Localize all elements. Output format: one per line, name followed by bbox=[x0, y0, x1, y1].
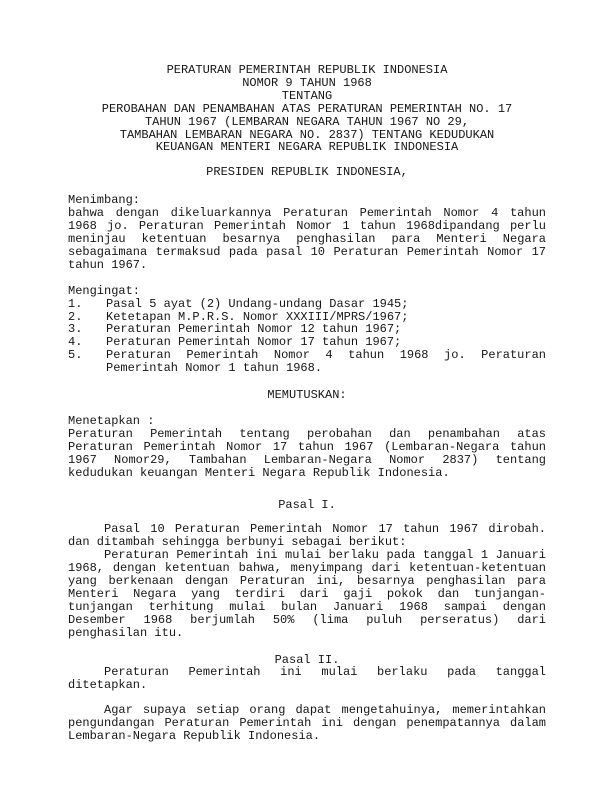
mengingat-label: Mengingat: bbox=[68, 283, 141, 298]
menimbang-section bbox=[68, 194, 546, 271]
pasal-1-paragraph-1: Pasal 10 Peraturan Pemerintah Nomor 17 tahun 1967 dirobah. dan ditambah sehingga berbunyi sebagai berikut: bbox=[68, 522, 546, 550]
title-line: TENTANG bbox=[281, 88, 333, 103]
pasal-2-heading: Pasal II. bbox=[274, 652, 340, 667]
pasal-1-paragraph-2: Peraturan Pemerintah ini mulai berlaku pada tanggal 1 Januari 1968, dengan ketentuan bahwa, menyimpang dari ketentuan-ketentuan yang berkenaan dengan Peraturan ini, besarnya penghasilan para Menteri Negara yang terdiri dari gaji pokok dan tunjangan-tunjangan terhitung mulai bulan Januari 1968 sampai dengan Desember 1968 berjumlah 50% (lima puluh perseratus) dari penghasilan itu. bbox=[68, 548, 546, 640]
mengingat-section bbox=[68, 285, 546, 375]
mengingat-item-number: 5. bbox=[68, 348, 83, 363]
title-line: KEUANGAN MENTERI NEGARA REPUBLIK INDONESIA bbox=[155, 140, 459, 155]
mengingat-item-number: 4. bbox=[68, 335, 83, 350]
menimbang-label: Menimbang: bbox=[68, 193, 141, 208]
mengingat-item-number: 3. bbox=[68, 322, 83, 337]
memutuskan-heading: MEMUTUSKAN: bbox=[267, 388, 347, 403]
title-line: NOMOR 9 TAHUN 1968 bbox=[242, 75, 372, 90]
title-line: PEROBAHAN DAN PENAMBAHAN ATAS PERATURAN PEMERINTAH NO. 17 bbox=[101, 101, 513, 116]
title-line: TAHUN 1967 (LEMBARAN NEGARA TAHUN 1967 NO 29, bbox=[144, 114, 470, 129]
mengingat-item-text: Peraturan Pemerintah Nomor 17 tahun 1967; bbox=[106, 335, 402, 350]
menetapkan-label: Menetapkan : bbox=[68, 413, 155, 428]
presiden-line: PRESIDEN REPUBLIK INDONESIA, bbox=[206, 165, 408, 180]
mengingat-item-text: Peraturan Pemerintah Nomor 12 tahun 1967; bbox=[106, 322, 402, 337]
title-line: TAMBAHAN LEMBARAN NEGARA NO. 2837) TENTANG KEDUDUKAN bbox=[119, 127, 495, 142]
document-title-block bbox=[68, 64, 546, 154]
pasal-2-body: Peraturan Pemerintah ini mulai berlaku pada tanggal ditetapkan. bbox=[68, 665, 546, 693]
pasal-1-heading: Pasal I. bbox=[278, 498, 336, 513]
mengingat-item-number: 2. bbox=[68, 309, 83, 324]
mengingat-item-number: 1. bbox=[68, 296, 83, 311]
closing-paragraph: Agar supaya setiap orang dapat mengetahuinya, memerintahkan pengundangan Peraturan Pemerintah ini dengan penempatannya dalam Lembaran-Negara Republik Indonesia. bbox=[68, 703, 546, 744]
menetapkan-body: Peraturan Pemerintah tentang perobahan dan penambahan atas Peraturan Pemerintah Nomor 17 tahun 1967 (Lembaran-Negara tahun 1967 Nomor29, Tambahan Lembaran-Negara Nomor 2837) tentang kedudukan keuangan Menteri Negara Republik Indonesia. bbox=[68, 426, 546, 480]
mengingat-item-text: Ketetapan M.P.R.S. Nomor XXXIII/MPRS/1967; bbox=[106, 309, 409, 324]
menetapkan-section bbox=[68, 415, 546, 480]
mengingat-item-text: Pasal 5 ayat (2) Undang-undang Dasar 1945; bbox=[106, 296, 409, 311]
mengingat-item-text: Peraturan Pemerintah Nomor 4 tahun 1968 jo. Peraturan Pemerintah Nomor 1 tahun 1968. bbox=[106, 348, 546, 376]
title-line: PERATURAN PEMERINTAH REPUBLIK INDONESIA bbox=[166, 63, 448, 77]
mengingat-item bbox=[68, 349, 546, 375]
menimbang-body: bahwa dengan dikeluarkannya Peraturan Pemerintah Nomor 4 tahun 1968 jo. Peraturan Pemerintah Nomor 1 tahun 1968dipandang perlu meninjau ketentuan besarnya penghasilan para Menteri Negara sebagaimana termaksud pada pasal 10 Peraturan Pemerintah Nomor 17 tahun 1967. bbox=[68, 206, 546, 272]
